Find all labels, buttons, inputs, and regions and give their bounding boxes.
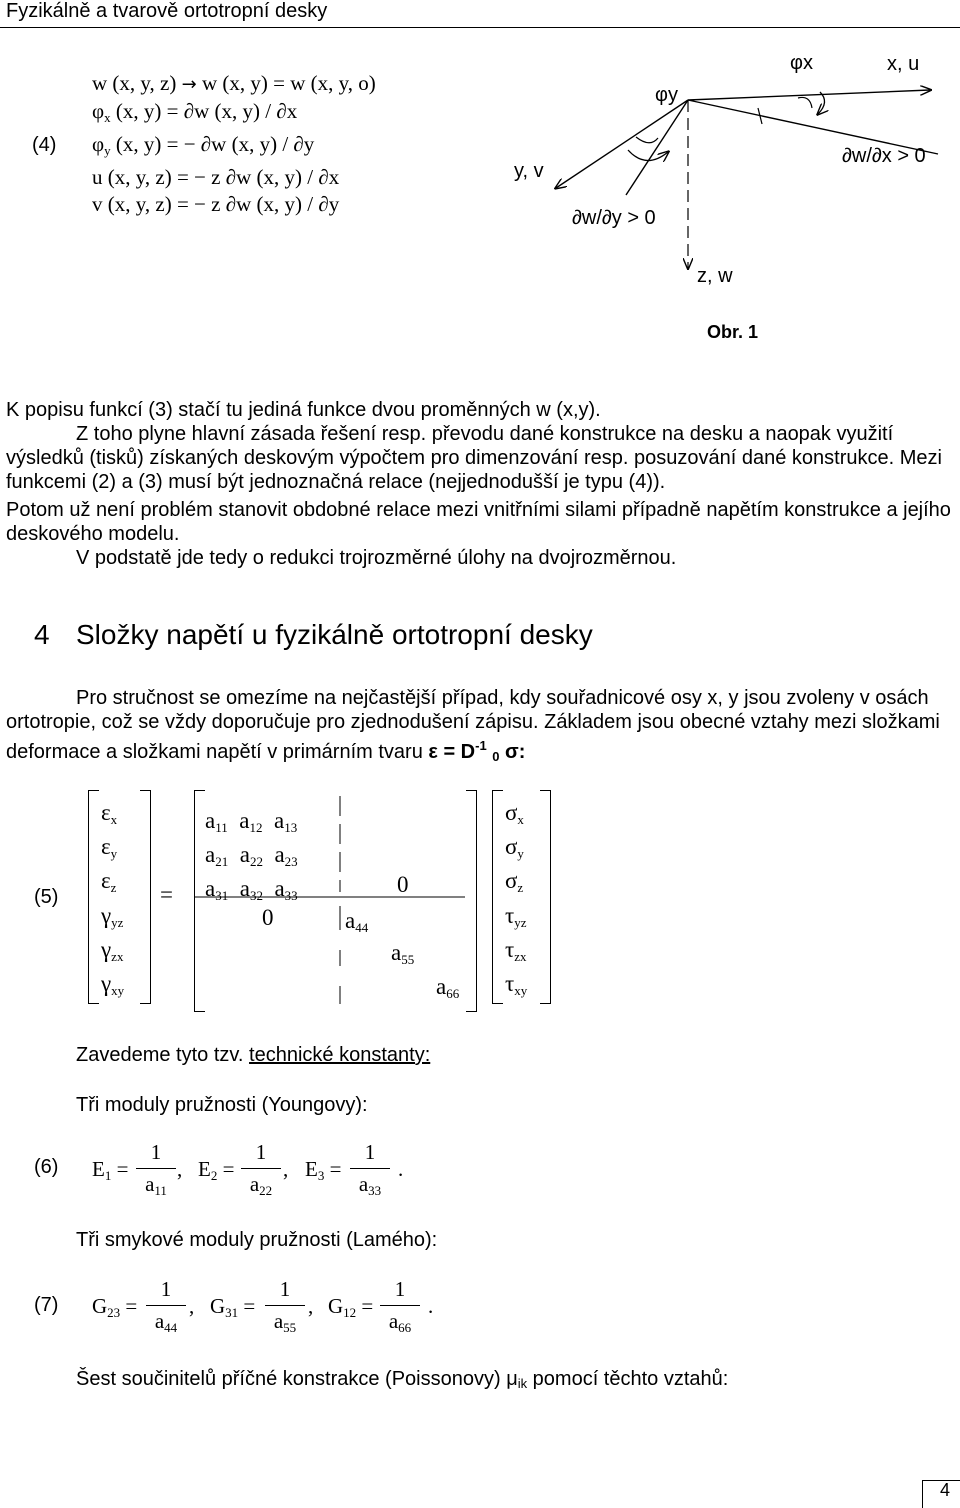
paragraph-2: Z toho plyne hlavní zásada řešení resp. převodu dané konstrukce na desku a naopak využití výsledků (tisků) získaných deskovým výpočtem pro dimenzování resp. posuzování dané konstrukce. Mezi funkcemi (2) a (3) musí být jednoznačná relace (nejjednodušší je typu (4)). [6,423,942,493]
section-intro-text: Pro stručnost se omezíme na nejčastější případ, kdy souřadnicové osy x, y jsou zvoleny v osách ortotropie, což se vždy doporučuje pro zjednodušení zápisu. Základem jsou obecné vztahy mezi složkami deformace a složkami napětí v primárním tvaru [6,687,940,763]
coordinate-diagram [500,40,960,300]
x-axis-arrow [688,90,930,100]
dwdx-positive-label: ∂w/∂x > 0 [842,145,926,167]
equation-4-line-1: w (x, y, z) → w (x, y) = w (x, y, o) [92,71,376,95]
strain-epsilon-x: $\varepsilon_x$ [101,800,118,827]
matrix-zero-lower: 0 [262,905,274,930]
matrix-a55: $a_{55}$ [391,940,415,967]
equation-6-e3-lhs: $E_3$ = [305,1157,342,1183]
equation-6-e2-lhs: $E_2$ = [198,1157,235,1183]
figure-caption: Obr. 1 [707,322,759,342]
equation-6-e3-numerator: 1 [364,1140,376,1164]
equation-7-g23-denominator: $a_{44}$ [154,1309,178,1335]
strain-epsilon-y: $\varepsilon_y$ [101,834,118,861]
paragraph-4: V podstatě jde tedy o redukci trojrozměrné úlohy na dvojrozměrnou. [76,547,677,569]
equation-7-g31-numerator: 1 [279,1277,291,1301]
section-number: 4 [34,619,50,650]
x-u-axis-label: x, u [887,53,920,75]
strain-epsilon-z: $\varepsilon_z$ [101,868,117,895]
equation-6-e1-numerator: 1 [150,1140,162,1164]
matrix-a66: $a_{66}$ [436,974,460,1001]
equation-7-g23-numerator: 1 [160,1277,172,1301]
y-v-axis-label: y, v [514,160,544,182]
equation-6-comma-2: , [283,1157,289,1181]
phi-x-label: φx [790,52,813,74]
equation-5-equals: = [160,882,173,907]
equation-7-comma-1: , [189,1294,195,1318]
equation-7-g31-fraction-bar [265,1305,305,1306]
strain-gamma-xy: $\gamma_{xy}$ [101,971,125,998]
y-axis-tilted-line [626,100,688,195]
equation-6-e3-denominator: $a_{33}$ [358,1172,382,1198]
equation-4-line-4: u (x, y, z) = − z ∂w (x, y) / ∂x [92,165,340,189]
stress-tau-xy: $\tau_{xy}$ [505,971,528,998]
header-divider [0,27,960,28]
phi-y-label: φy [655,84,678,106]
section-intro-formula: $\varepsilon = D^{-1}$ 0 σ: [428,738,526,764]
equation-5-number: (5) [34,886,59,908]
stress-tau-yz: $\tau_{yz}$ [505,903,527,930]
equation-7-number: (7) [34,1294,59,1316]
matrix-row-3: $a_{31}$ $a_{32}$ $a_{33}$ [205,876,298,903]
equation-6-number: (6) [34,1156,59,1178]
section-intro [6,686,954,769]
technical-constants-line [76,1043,430,1067]
technical-constants-prefix: Zavedeme tyto tzv. [76,1044,244,1066]
strain-gamma-zx: $\gamma_{zx}$ [101,937,124,964]
equation-6-period: . [398,1157,404,1181]
paragraph-3: Potom už není problém stanovit obdobné relace mezi vnitřními silami případně napětím konstrukce a jejího deskového modelu. [6,499,951,545]
page-header-title: Fyzikálně a tvarově ortotropní desky [6,0,328,22]
strain-vector-right-bracket [140,790,151,1004]
equation-6-e1-denominator: $a_{11}$ [145,1172,167,1198]
matrix-row-2: $a_{21}$ $a_{22}$ $a_{23}$ [205,842,298,869]
dwdy-positive-label: ∂w/∂y > 0 [572,207,656,229]
equation-7-g12-lhs: $G_{12}$ = [328,1294,374,1320]
equation-7-g23-lhs: $G_{23}$ = [92,1294,138,1320]
poisson-heading: Šest součinitelů příčné konstrakce (Poissonovy) μik pomocí těchto vztahů: [76,1368,729,1391]
page-number: 4 [940,1480,951,1500]
matrix-a44: $a_{44}$ [345,908,369,935]
equation-6-comma-1: , [177,1157,183,1181]
equation-4-line-3: $\varphi_y$ (x, y) = − ∂w (x, y) / ∂y [92,132,315,158]
equation-7-g12-denominator: $a_{66}$ [388,1309,412,1335]
stress-vector-left-bracket [492,790,503,1004]
page-number-box-left-rule [922,1480,923,1508]
z-w-axis-label: z, w [697,265,733,287]
equation-4-block [92,70,376,218]
technical-constants-underlined: technické konstanty: [249,1044,431,1066]
equation-7-g12-fraction-bar [380,1305,420,1306]
strain-gamma-yz: $\gamma_{yz}$ [101,903,124,930]
equation-6-e2-numerator: 1 [255,1140,267,1164]
equation-7-g31-denominator: $a_{55}$ [273,1309,297,1335]
equation-6-e3-fraction-bar [350,1168,390,1169]
paragraph-1: K popisu funkcí (3) stačí tu jediná funkce dvou proměnných w (x,y). [6,399,601,421]
equation-6-e2-fraction-bar [241,1168,281,1169]
equation-6-e1-fraction-bar [136,1168,176,1169]
stress-vector-right-bracket [540,790,551,1004]
equation-6-e1-lhs: $E_1$ = [92,1157,129,1183]
equation-7-g23-fraction-bar [146,1305,186,1306]
equation-4-number: (4) [32,134,57,156]
equation-7-period: . [428,1294,434,1318]
stress-sigma-x: $\sigma_x$ [505,800,524,827]
equation-4-line-2: $\varphi_x$ (x, y) = ∂w (x, y) / ∂x [92,99,298,125]
matrix-zero-upper: 0 [397,872,409,897]
strain-vector-left-bracket [88,790,99,1004]
shear-moduli-heading: Tři smykové moduly pružnosti (Lamého): [76,1229,438,1251]
y-axis-arrow [556,100,688,188]
equation-7-g12-numerator: 1 [394,1277,406,1301]
matrix-row-1: $a_{11}$ $a_{12}$ $a_{13}$ [205,808,298,835]
stress-sigma-z: $\sigma_z$ [505,868,524,895]
stress-tau-zx: $\tau_{zx}$ [505,937,527,964]
equation-7-comma-2: , [308,1294,314,1318]
young-moduli-heading: Tři moduly pružnosti (Youngovy): [76,1094,368,1116]
section-title: Složky napětí u fyzikálně ortotropní desky [76,619,593,650]
equation-7-g31-lhs: $G_{31}$ = [210,1294,256,1320]
equation-4-line-5: v (x, y, z) = − z ∂w (x, y) / ∂y [92,192,340,216]
stress-sigma-y: $\sigma_y$ [505,834,524,861]
equation-6-e2-denominator: $a_{22}$ [249,1172,273,1198]
